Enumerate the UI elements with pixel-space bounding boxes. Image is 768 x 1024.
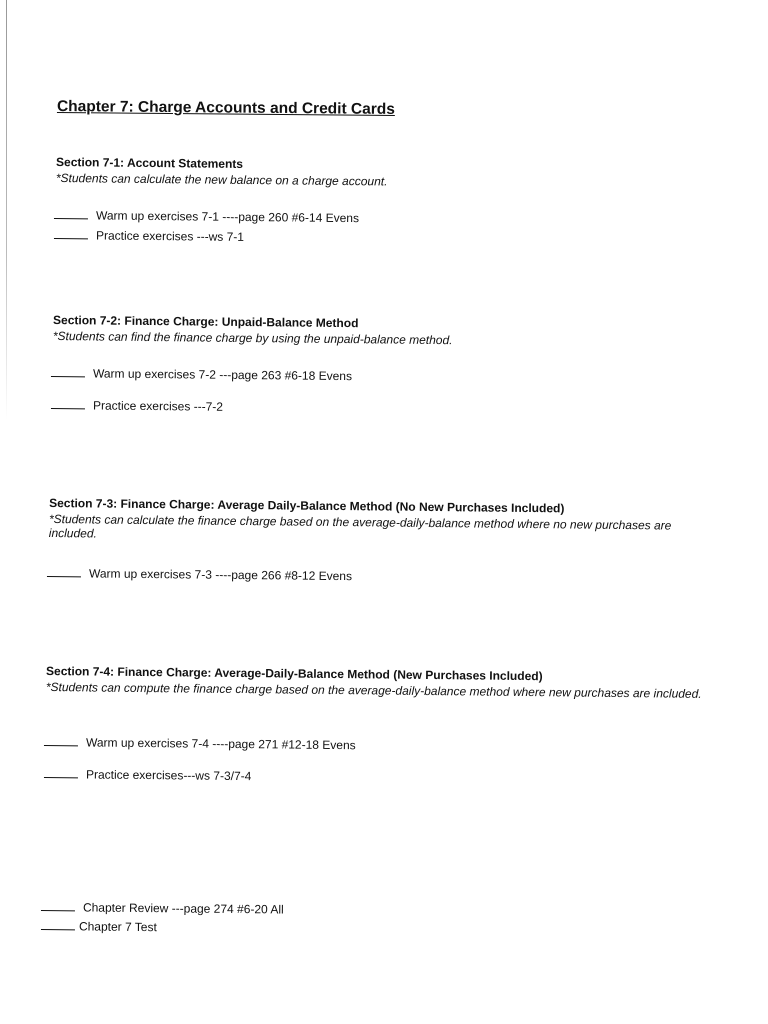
task-item: [54, 208, 359, 225]
section-heading: Section 7-1: Account Statements: [56, 155, 244, 171]
task-item-chapter-test: [41, 919, 157, 934]
task-item: [47, 566, 352, 583]
section-objective: *Students can calculate the new balance on a charge account.: [55, 170, 388, 189]
checkoff-blank[interactable]: [51, 366, 85, 377]
section-7-3: [49, 496, 709, 547]
task-label: Warm up exercises 7-3 ----page 266 #8-12 Evens: [88, 566, 353, 584]
scan-edge-line: [6, 0, 7, 420]
task-item: [51, 366, 352, 383]
checkoff-blank[interactable]: [41, 900, 75, 911]
section-heading: Section 7-4: Finance Charge: Average-Daily-Balance Method (New Purchases Included): [46, 664, 543, 684]
task-label: Practice exercises ---7-2: [92, 398, 224, 414]
task-item: [44, 735, 356, 752]
section-7-2: [53, 313, 733, 350]
section-objective: *Students can find the finance charge by using the unpaid-balance method.: [52, 328, 453, 348]
task-label: Practice exercises ---ws 7-1: [95, 228, 245, 244]
checkoff-blank[interactable]: [41, 919, 75, 930]
task-item: [54, 228, 244, 244]
section-heading: Section 7-2: Finance Charge: Unpaid-Balance Method: [53, 313, 359, 331]
section-heading: Section 7-3: Finance Charge: Average Daily-Balance Method (No New Purchases Included): [49, 496, 565, 516]
section-objective: *Students can compute the finance charge based on the average-daily-balance method where new purchases are included.: [45, 679, 702, 701]
checkoff-blank[interactable]: [44, 735, 78, 746]
task-item: [44, 767, 252, 783]
section-objective: *Students can calculate the finance charge based on the average-daily-balance method where no new purchases are included.: [48, 512, 672, 541]
checkoff-blank[interactable]: [54, 208, 88, 219]
checkoff-blank[interactable]: [51, 398, 85, 409]
task-label: Chapter Review ---page 274 #6-20 All: [82, 900, 284, 917]
checkoff-blank[interactable]: [54, 228, 88, 239]
task-label: Chapter 7 Test: [78, 919, 157, 935]
task-label: Practice exercises---ws 7-3/7-4: [85, 767, 252, 784]
section-7-1: [56, 155, 736, 192]
task-label: Warm up exercises 7-1 ----page 260 #6-14 Evens: [95, 208, 360, 226]
task-item-chapter-review: [41, 900, 284, 917]
task-label: Warm up exercises 7-4 ----page 271 #12-18 Evens: [85, 735, 356, 753]
checkoff-blank[interactable]: [47, 566, 81, 577]
section-7-4: [46, 664, 706, 701]
checkoff-blank[interactable]: [44, 767, 78, 778]
task-item: [51, 398, 223, 414]
task-label: Warm up exercises 7-2 ---page 263 #6-18 Evens: [92, 366, 353, 384]
page-title: Chapter 7: Charge Accounts and Credit Cards: [56, 98, 395, 118]
